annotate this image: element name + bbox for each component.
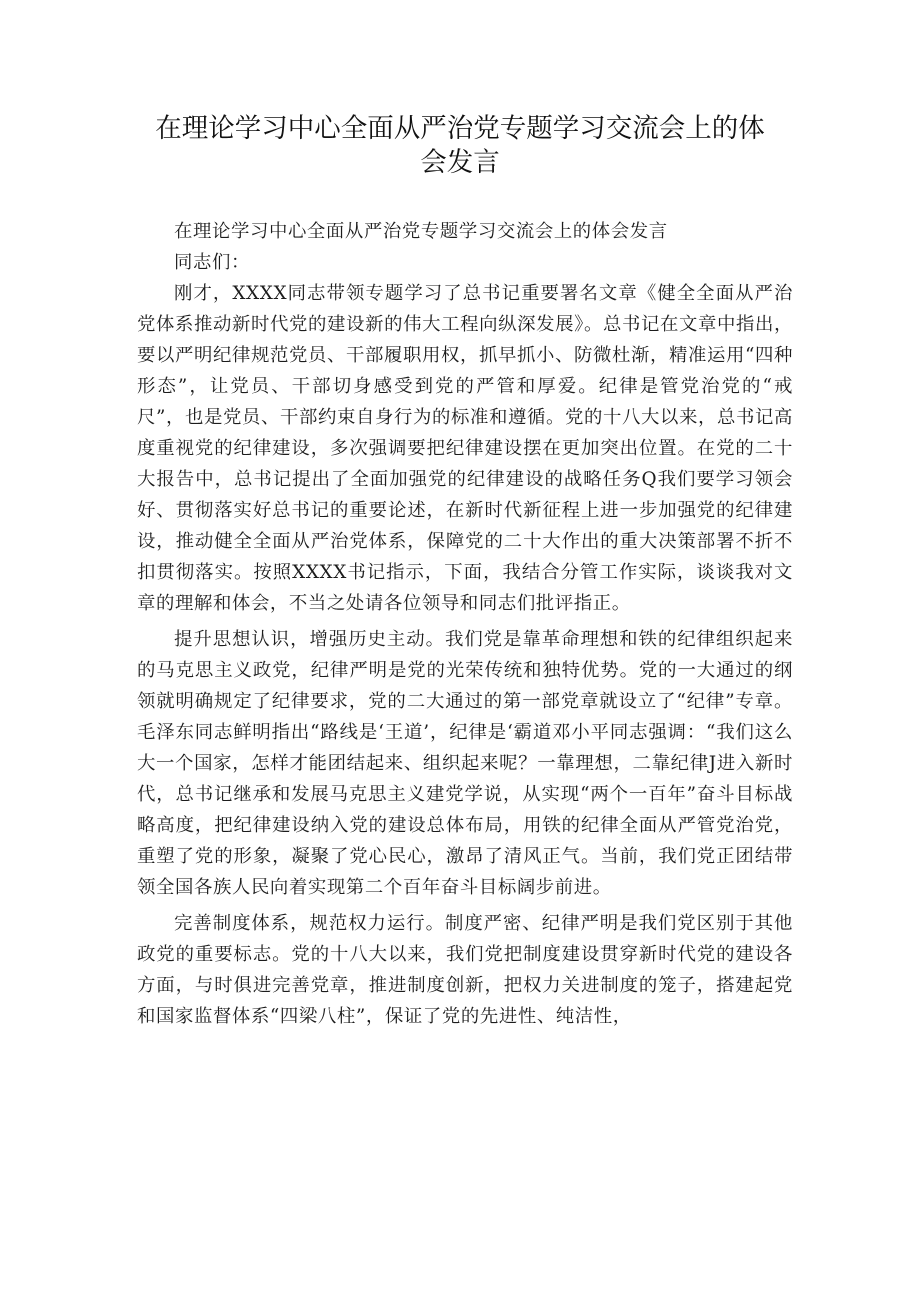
title-line-1: 在理论学习中心全面从严治党专题学习交流会上的体	[155, 113, 765, 144]
document-title	[137, 112, 783, 180]
document-body	[137, 216, 793, 1032]
paragraph-3: 完善制度体系，规范权力运行。制度严密、纪律严明是我们党区别于其他政党的重要标志。党的十八大以来，我们党把制度建设贯穿新时代党的建设各方面，与时俱进完善党章，推进制度创新，把权力关进制度的笼子，搭建起党和国家监督体系“四梁八柱”，保证了党的先进性、纯洁性，	[137, 913, 793, 1027]
title-line-2: 会发言	[420, 147, 500, 178]
document-subtitle: 在理论学习中心全面从严治党专题学习交流会上的体会发言	[174, 221, 668, 242]
paragraph-2: 提升思想认识，增强历史主动。我们党是靠革命理想和铁的纪律组织起来的马克思主义政党，纪律严明是党的光荣传统和独特优势。党的一大通过的纲领就明确规定了纪律要求，党的二大通过的第一部党章就设立了“纪律”专章。毛泽东同志鲜明指出“路线是‘王道’，纪律是‘霸道邓小平同志强调：“我们这么大一个国家，怎样才能团结起来、组织起来呢？一靠理想，二靠纪律J进入新时代，总书记继承和发展马克思主义建党学说，从实现“两个一百年”奋斗目标战略高度，把纪律建设纳入党的建设总体布局，用铁的纪律全面从严管党治党，重塑了党的形象，凝聚了党心民心，激昂了清风正气。当前，我们党正团结带领全国各族人民向着实现第二个百年奋斗目标阔步前进。	[137, 629, 793, 898]
salutation: 同志们：	[174, 252, 250, 273]
paragraph-1: 刚才，XXXX同志带领专题学习了总书记重要署名文章《健全全面从严治党体系推动新时代党的建设新的伟大工程向纵深发展》。总书记在文章中指出，要以严明纪律规范党员、干部履职用权，抓早抓小、防微杜渐，精准运用“四种形态”，让党员、干部切身感受到党的严管和厚爱。纪律是管党治党的“戒尺”，也是党员、干部约束自身行为的标准和遵循。党的十八大以来，总书记高度重视党的纪律建设，多次强调要把纪律建设摆在更加突出位置。在党的二十大报告中，总书记提出了全面加强党的纪律建设的战略任务Q我们要学习领会好、贯彻落实好总书记的重要论述，在新时代新征程上进一步加强党的纪律建设，推动健全全面从严治党体系，保障党的二十大作出的重大决策部署不折不扣贯彻落实。按照XXXX书记指示，下面，我结合分管工作实际，谈谈我对文章的理解和体会，不当之处请各位领导和同志们批评指正。	[137, 283, 793, 614]
